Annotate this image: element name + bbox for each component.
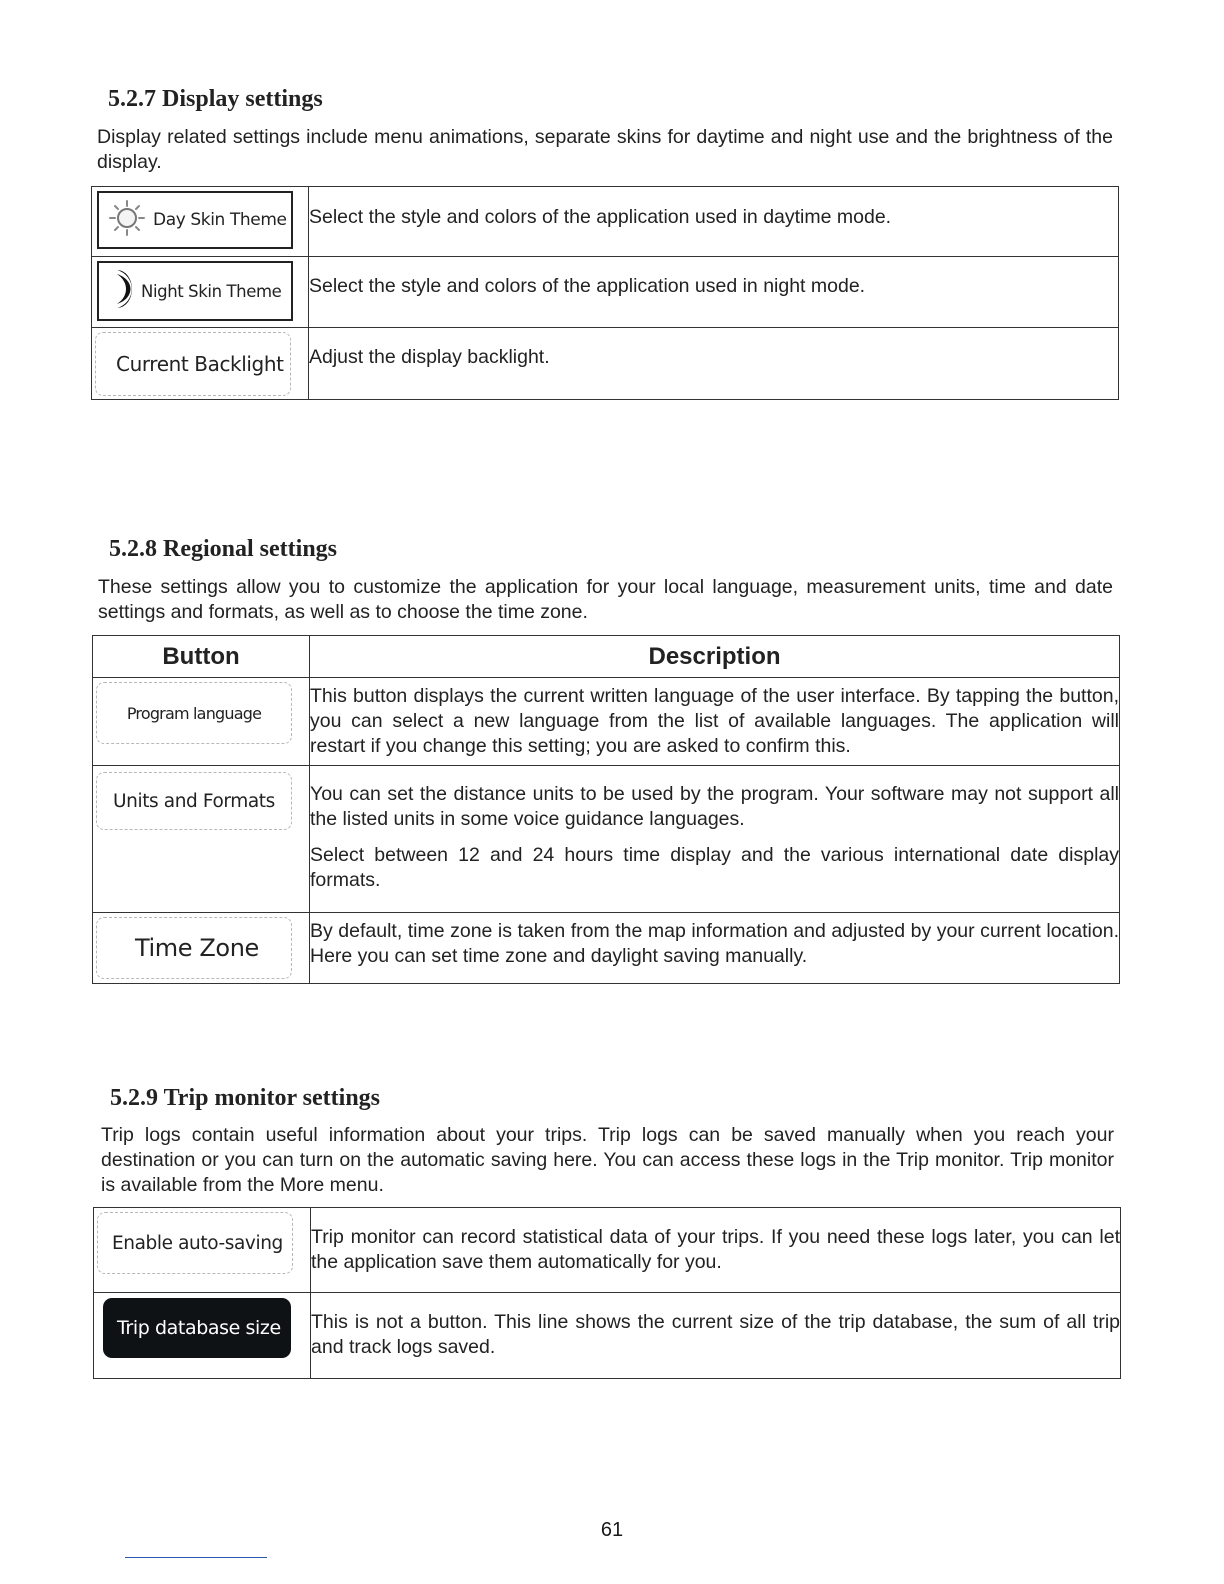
program-language-description: This button displays the current written language of the user interface. By tapping the button, you can select a new language from the list of available languages. The application will restart if you change this setting; you are asked to confirm this. [310,678,1120,766]
trip-database-size-description: This is not a button. This line shows the current size of the trip database, the sum of all trip and track logs saved. [311,1293,1121,1379]
night-skin-theme-label: Night Skin Theme [141,281,282,301]
regional-settings-table [92,635,1120,984]
current-backlight-button[interactable] [95,332,291,396]
day-skin-theme-label: Day Skin Theme [153,210,287,230]
day-skin-theme-button[interactable] [97,191,293,249]
regional-intro: These settings allow you to customize the application for your local language, measurement units, time and date settings and formats, as well as to choose the time zone. [98,576,1113,623]
units-and-formats-label: Units and Formats [113,790,275,812]
trip-intro: Trip logs contain useful information about your trips. Trip logs can be saved manually when you reach your destination or you can turn on the automatic saving here. You can access these logs in the Trip monitor. Trip monitor is available from the More menu. [101,1124,1114,1196]
time-zone-description: By default, time zone is taken from the map information and adjusted by your current location. Here you can set time zone and daylight saving manually. [310,913,1120,984]
time-zone-label: Time Zone [135,934,259,962]
moon-icon [113,268,135,314]
night-skin-theme-button[interactable] [97,261,293,321]
enable-auto-saving-button[interactable] [97,1212,293,1274]
display-settings-table [91,186,1119,400]
column-header-button: Button [93,636,310,678]
table-row [93,678,1120,766]
enable-auto-saving-description: Trip monitor can record statistical data of your trips. If you need these logs later, you can let the application save them automatically for you. [311,1208,1121,1293]
table-row [94,1208,1121,1293]
program-language-button[interactable] [96,682,292,744]
column-header-description: Description [310,636,1120,678]
table-row [93,766,1120,913]
page-number: 61 [600,1519,624,1541]
time-zone-button[interactable] [96,917,292,979]
table-header-row [93,636,1120,678]
current-backlight-description: Adjust the display backlight. [309,328,1119,400]
sun-icon [107,198,147,243]
units-and-formats-description [310,766,1120,913]
table-row [92,187,1119,257]
trip-monitor-table [93,1207,1121,1379]
table-row [92,257,1119,328]
day-skin-theme-description: Select the style and colors of the application used in daytime mode. [309,187,1119,257]
table-row [94,1293,1121,1379]
units-and-formats-button[interactable] [96,772,292,830]
trip-database-size-label: Trip database size [117,1317,281,1339]
table-row [93,913,1120,984]
trip-database-size-display [103,1298,291,1358]
program-language-label: Program language [126,703,262,723]
regional-heading: 5.2.8 Regional settings [109,536,337,562]
display-heading: 5.2.7 Display settings [108,86,323,112]
night-skin-theme-description: Select the style and colors of the application used in night mode. [309,257,1119,328]
trip-heading: 5.2.9 Trip monitor settings [110,1085,381,1111]
display-intro: Display related settings include menu animations, separate skins for daytime and night use and the brightness of the display. [97,126,1113,173]
table-row [92,328,1119,400]
current-backlight-label: Current Backlight [116,352,284,376]
enable-auto-saving-label: Enable auto-saving [112,1232,283,1254]
units-description-text: You can set the distance units to be used by the program. Your software may not support all the listed units in some voice guidance languages. [310,783,1119,830]
footnote-divider [125,1557,267,1558]
time-format-description-text: Select between 12 and 24 hours time display and the various international date display formats. [310,844,1119,891]
